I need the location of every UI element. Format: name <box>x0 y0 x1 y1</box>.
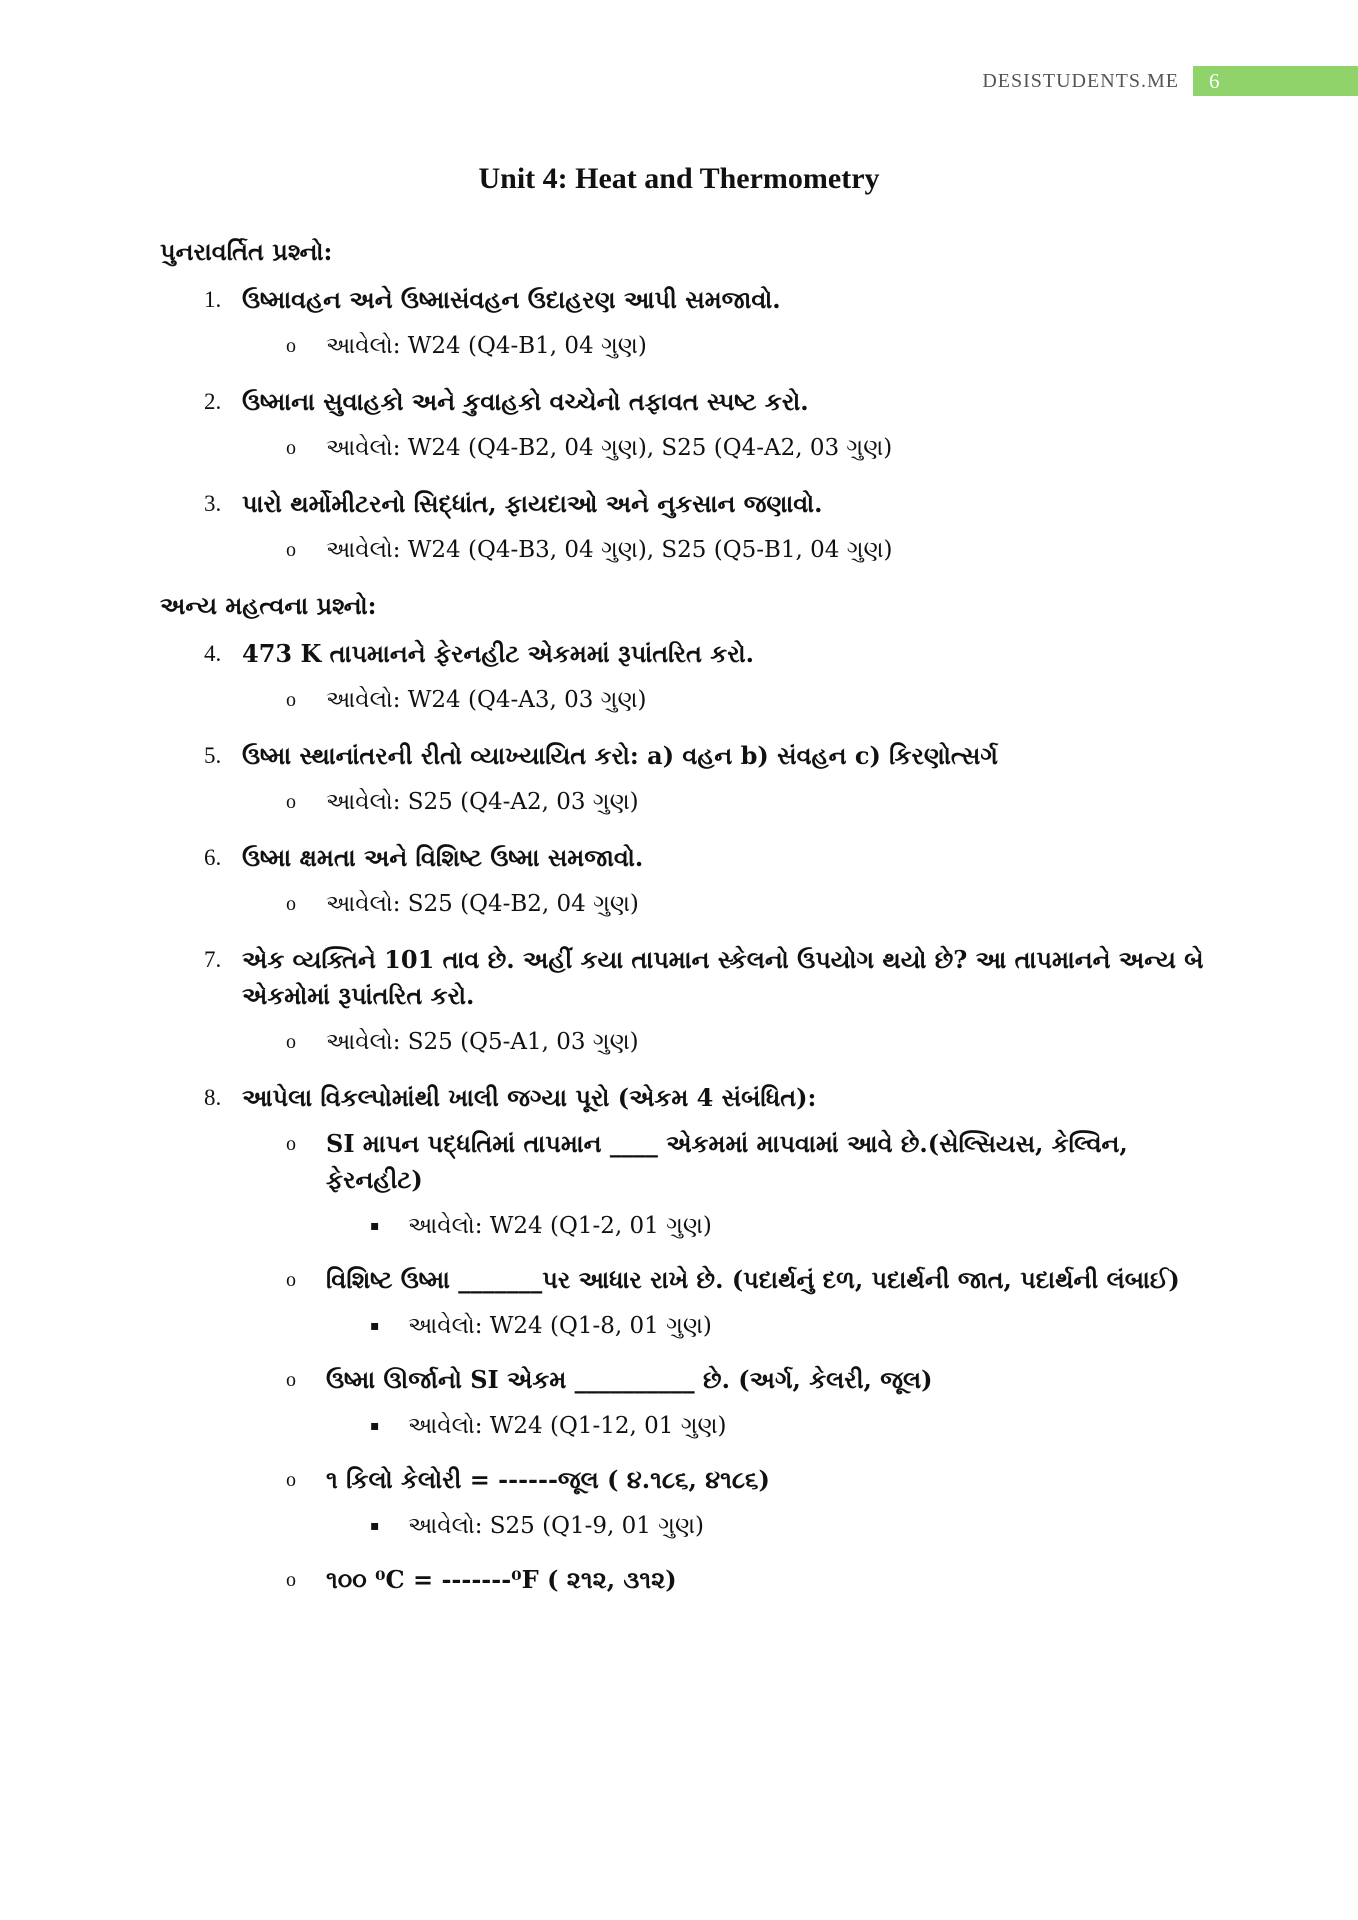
question-text: ઉષ્મા ક્ષમતા અને વિશિષ્ટ ઉષ્મા સમજાવો. <box>242 843 644 872</box>
question-number: 3. <box>204 491 222 516</box>
question-text: ઉષ્માના સુવાહકો અને કુવાહકો વચ્ચેનો તફાવત સ્પષ્ટ કરો. <box>242 387 809 416</box>
section-heading-repeated: પુનરાવર્તિત પ્રશ્નો: <box>160 237 333 266</box>
question-item <box>160 1080 1220 1116</box>
question-item <box>160 636 1220 672</box>
question-item <box>160 486 1220 522</box>
question-item <box>160 840 1220 876</box>
fill-blank-text: SI માપન પદ્ધતિમાં તાપમાન ____ એકમમાં માપવામાં આવે છે.(સેલ્સિયસ, કેલ્વિન, ફેરનહીટ) <box>326 1129 1128 1194</box>
fill-blank-text: ૧૦૦ ⁰C = -------⁰F ( ૨૧૨, ૩૧૨) <box>326 1565 677 1594</box>
section-heading-other: અન્ય મહત્વના પ્રશ્નો: <box>160 591 377 620</box>
reference-text: આવેલો: W24 (Q1-2, 01 ગુણ) <box>408 1213 712 1239</box>
fill-blank-text: ૧ કિલો કેલોરી = ------જૂલ ( ૪.૧૮૬, ૪૧૮૬) <box>326 1465 770 1494</box>
reference-text: આવેલો: W24 (Q1-8, 01 ગુણ) <box>408 1313 712 1339</box>
circle-bullet-icon: o <box>286 335 296 357</box>
question-number: 5. <box>204 743 222 768</box>
question-text: ઉષ્મા સ્થાનાંતરની રીતો વ્યાખ્યાયિત કરો: a) વહન b) સંવહન c) કિરણોત્સર્ગ <box>242 741 998 770</box>
circle-bullet-icon: o <box>286 1569 296 1591</box>
fill-blank-item <box>160 1562 1220 1598</box>
question-number: 8. <box>204 1085 222 1110</box>
question-reference <box>160 430 1220 466</box>
question-text: આપેલા વિકલ્પોમાંથી ખાલી જગ્યા પૂરો (એકમ 4 સંબંધિત): <box>242 1083 817 1112</box>
site-name: DESISTUDENTS.ME <box>982 69 1179 92</box>
question-reference <box>160 1024 1220 1060</box>
question-reference <box>160 532 1220 568</box>
fill-blank-reference <box>160 1508 1220 1544</box>
question-text: પારો થર્મોમીટરનો સિદ્ધાંત, ફાયદાઓ અને નુકસાન જણાવો. <box>242 489 823 518</box>
fill-blank-reference <box>160 1308 1220 1344</box>
page-number-badge: 6 <box>1193 66 1358 96</box>
square-bullet-icon: ▪ <box>370 1518 380 1534</box>
circle-bullet-icon: o <box>286 1369 296 1391</box>
question-number: 6. <box>204 845 222 870</box>
reference-text: આવેલો: S25 (Q4-B2, 04 ગુણ) <box>326 891 639 917</box>
circle-bullet-icon: o <box>286 1031 296 1053</box>
reference-text: આવેલો: S25 (Q1-9, 01 ગુણ) <box>408 1513 705 1539</box>
fill-blank-text: ઉષ્મા ઊર્જાનો SI એકમ __________ છે. (અર્ગ, કેલરી, જૂલ) <box>326 1365 933 1394</box>
question-reference <box>160 682 1220 718</box>
square-bullet-icon: ▪ <box>370 1218 380 1234</box>
reference-text: આવેલો: W24 (Q4-B2, 04 ગુણ), S25 (Q4-A2, 03 ગુણ) <box>326 435 893 461</box>
question-text: એક વ્યક્તિને 101 તાવ છે. અહીં કયા તાપમાન સ્કેલનો ઉપયોગ થયો છે? આ તાપમાનને અન્ય બે એકમોમાં રૂપાંતરિત કરો. <box>242 945 1204 1010</box>
fill-blank-reference <box>160 1208 1220 1244</box>
page-header <box>982 66 1358 96</box>
fill-blank-text: વિશિષ્ટ ઉષ્મા _______પર આધાર રાખે છે. (પદાર્થનું દળ, પદાર્થની જાત, પદાર્થની લંબાઈ) <box>326 1265 1180 1294</box>
fill-blank-item <box>160 1262 1220 1298</box>
fill-blank-reference <box>160 1408 1220 1444</box>
question-number: 2. <box>204 389 222 414</box>
circle-bullet-icon: o <box>286 893 296 915</box>
fill-blank-item <box>160 1462 1220 1498</box>
reference-text: આવેલો: S25 (Q5-A1, 03 ગુણ) <box>326 1029 639 1055</box>
fill-blank-item <box>160 1126 1220 1198</box>
reference-text: આવેલો: W24 (Q1-12, 01 ગુણ) <box>408 1413 727 1439</box>
question-item <box>160 384 1220 420</box>
question-item <box>160 738 1220 774</box>
circle-bullet-icon: o <box>286 539 296 561</box>
question-reference <box>160 886 1220 922</box>
circle-bullet-icon: o <box>286 1133 296 1155</box>
question-text: ઉષ્માવહન અને ઉષ્માસંવહન ઉદાહરણ આપી સમજાવો. <box>242 285 781 314</box>
question-text: 473 K તાપમાનને ફેરનહીટ એકમમાં રૂપાંતરિત કરો. <box>242 639 754 668</box>
question-number: 7. <box>204 947 222 972</box>
question-reference <box>160 784 1220 820</box>
question-reference <box>160 328 1220 364</box>
page-title: Unit 4: Heat and Thermometry <box>478 162 880 195</box>
square-bullet-icon: ▪ <box>370 1318 380 1334</box>
question-item <box>160 942 1220 1014</box>
circle-bullet-icon: o <box>286 1469 296 1491</box>
fill-blank-item <box>160 1362 1220 1398</box>
document-body <box>160 234 1220 1604</box>
reference-text: આવેલો: S25 (Q4-A2, 03 ગુણ) <box>326 789 639 815</box>
question-item <box>160 282 1220 318</box>
reference-text: આવેલો: W24 (Q4-B1, 04 ગુણ) <box>326 333 647 359</box>
square-bullet-icon: ▪ <box>370 1418 380 1434</box>
circle-bullet-icon: o <box>286 791 296 813</box>
circle-bullet-icon: o <box>286 437 296 459</box>
reference-text: આવેલો: W24 (Q4-A3, 03 ગુણ) <box>326 687 647 713</box>
circle-bullet-icon: o <box>286 689 296 711</box>
question-number: 4. <box>204 641 222 666</box>
circle-bullet-icon: o <box>286 1269 296 1291</box>
reference-text: આવેલો: W24 (Q4-B3, 04 ગુણ), S25 (Q5-B1, 04 ગુણ) <box>326 537 893 563</box>
question-number: 1. <box>204 287 222 312</box>
